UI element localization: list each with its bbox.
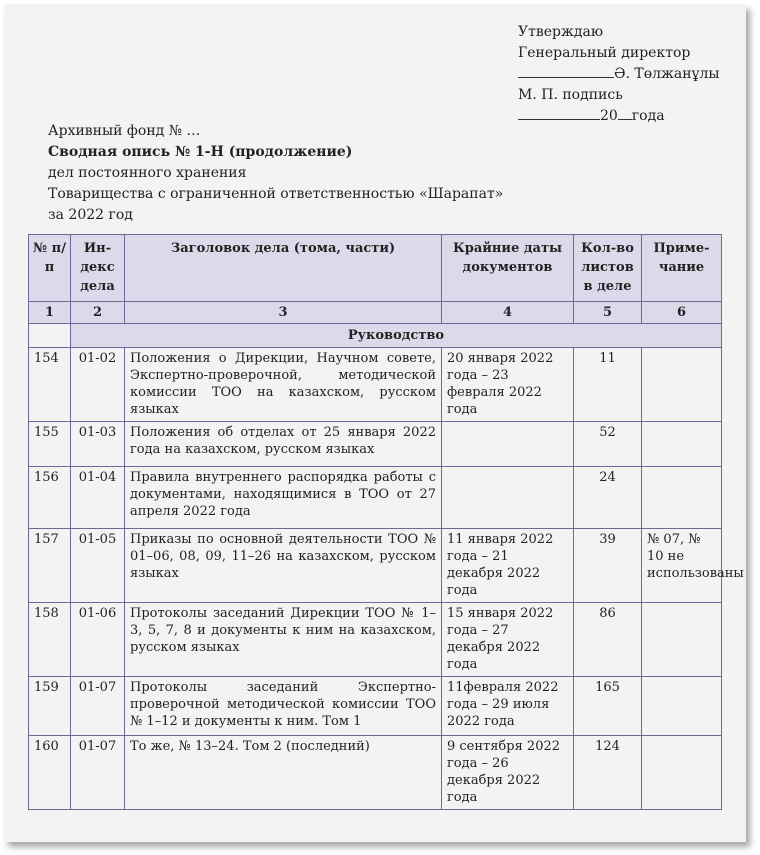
cell-dates: 11февраля 2022 года – 29 июля 2022 года xyxy=(442,677,574,736)
cell-title: Протоколы заседаний Дирекции ТОО № 1–3, 5, 7, 8 и документы к ним на казахском, русском языках xyxy=(125,603,442,677)
section-empty-cell xyxy=(29,324,71,348)
table-row xyxy=(29,736,722,810)
cell-title: Протоколы заседаний Экспертно-проверочной методической комиссии ТОО № 1–12 и документы к ним. Том 1 xyxy=(125,677,442,736)
approval-date-year: 20 xyxy=(600,108,618,124)
cell-note xyxy=(642,677,722,736)
organization-name: Товарищества с ограниченной ответственностью «Шарапат» xyxy=(48,186,504,202)
col-number: 5 xyxy=(574,302,642,324)
cell-num: 159 xyxy=(29,677,71,736)
table-row xyxy=(29,603,722,677)
section-title: Руководство xyxy=(71,324,722,348)
table-row xyxy=(29,677,722,736)
document-sheet xyxy=(4,4,746,842)
table-header-row xyxy=(29,235,722,302)
section-row xyxy=(29,324,722,348)
cell-num: 157 xyxy=(29,529,71,603)
date-year-underline xyxy=(618,105,632,120)
cell-num: 156 xyxy=(29,467,71,529)
inventory-title: Сводная опись № 1-Н (продолжение) xyxy=(48,144,353,160)
approval-title: Утверждаю xyxy=(518,24,604,40)
cell-dates: 11 января 2022 года – 21 декабря 2022 года xyxy=(442,529,574,603)
col-header-title: Заголовок дела (тома, части) xyxy=(125,235,442,302)
cell-num: 160 xyxy=(29,736,71,810)
col-header-num: № п/п xyxy=(29,235,71,302)
cell-note xyxy=(642,736,722,810)
cell-num: 154 xyxy=(29,348,71,422)
inventory-subtitle: дел постоянного хранения xyxy=(48,165,247,181)
cell-sheets: 11 xyxy=(574,348,642,422)
cell-sheets: 39 xyxy=(574,529,642,603)
cell-dates: 9 сентября 2022 года – 26 декабря 2022 года xyxy=(442,736,574,810)
col-header-dates: Крайние даты документов xyxy=(442,235,574,302)
column-numbers-row xyxy=(29,302,722,324)
col-number: 1 xyxy=(29,302,71,324)
cell-dates: 20 января 2022 года – 23 февраля 2022 года xyxy=(442,348,574,422)
cell-index: 01-05 xyxy=(71,529,125,603)
col-header-note: Приме-чание xyxy=(642,235,722,302)
cell-note: № 07, № 10 не использованы xyxy=(642,529,722,603)
table-row xyxy=(29,529,722,603)
approval-signer-line xyxy=(518,63,720,85)
col-header-index: Ин-декс дела xyxy=(71,235,125,302)
date-underline xyxy=(518,105,600,120)
approval-position: Генеральный директор xyxy=(518,44,691,61)
cell-title: Правила внутреннего распорядка работы с документами, находящимися в ТОО от 27 апреля 2022 года xyxy=(125,467,442,529)
cell-num: 155 xyxy=(29,422,71,467)
cell-note xyxy=(642,348,722,422)
approval-date-line xyxy=(518,105,720,127)
col-number: 2 xyxy=(71,302,125,324)
cell-sheets: 86 xyxy=(574,603,642,677)
cell-note xyxy=(642,422,722,467)
signature-underline xyxy=(518,63,614,78)
cell-note xyxy=(642,467,722,529)
cell-dates xyxy=(442,422,574,467)
table-row xyxy=(29,422,722,467)
cell-index: 01-06 xyxy=(71,603,125,677)
approval-date-suffix: года xyxy=(631,108,665,124)
inventory-table xyxy=(28,234,744,810)
col-header-sheets: Кол-во листов в деле xyxy=(574,235,642,302)
cell-index: 01-07 xyxy=(71,736,125,810)
cell-sheets: 24 xyxy=(574,467,642,529)
table-row xyxy=(29,467,722,529)
cell-title: То же, № 13–24. Том 2 (последний) xyxy=(125,736,442,810)
cell-sheets: 52 xyxy=(574,422,642,467)
cell-title: Положения об отделах от 25 января 2022 года на казахском, русском языках xyxy=(125,422,442,467)
document-header xyxy=(48,121,503,226)
cell-dates: 15 января 2022 года – 27 декабря 2022 года xyxy=(442,603,574,677)
archive-fund: Архивный фонд № … xyxy=(48,123,201,139)
cell-title: Приказы по основной деятельности ТОО № 01–06, 08, 09, 11–26 на казахском, русском языках xyxy=(125,529,442,603)
cell-sheets: 124 xyxy=(574,736,642,810)
cell-note xyxy=(642,603,722,677)
cell-index: 01-03 xyxy=(71,422,125,467)
cell-num: 158 xyxy=(29,603,71,677)
col-number: 4 xyxy=(442,302,574,324)
approval-stamp: М. П. подпись xyxy=(518,86,623,103)
cell-index: 01-04 xyxy=(71,467,125,529)
approval-block xyxy=(518,22,720,127)
cell-sheets: 165 xyxy=(574,677,642,736)
inventory-year: за 2022 год xyxy=(48,207,133,223)
col-number: 6 xyxy=(642,302,722,324)
cell-dates xyxy=(442,467,574,529)
col-number: 3 xyxy=(125,302,442,324)
cell-index: 01-02 xyxy=(71,348,125,422)
cell-index: 01-07 xyxy=(71,677,125,736)
table-row xyxy=(29,348,722,422)
cell-title: Положения о Дирекции, Научном совете, Экспертно-проверочной, методической комиссии ТОО на казахском, русском языках xyxy=(125,348,442,422)
approval-signer: Ә. Төлжанұлы xyxy=(614,66,720,82)
